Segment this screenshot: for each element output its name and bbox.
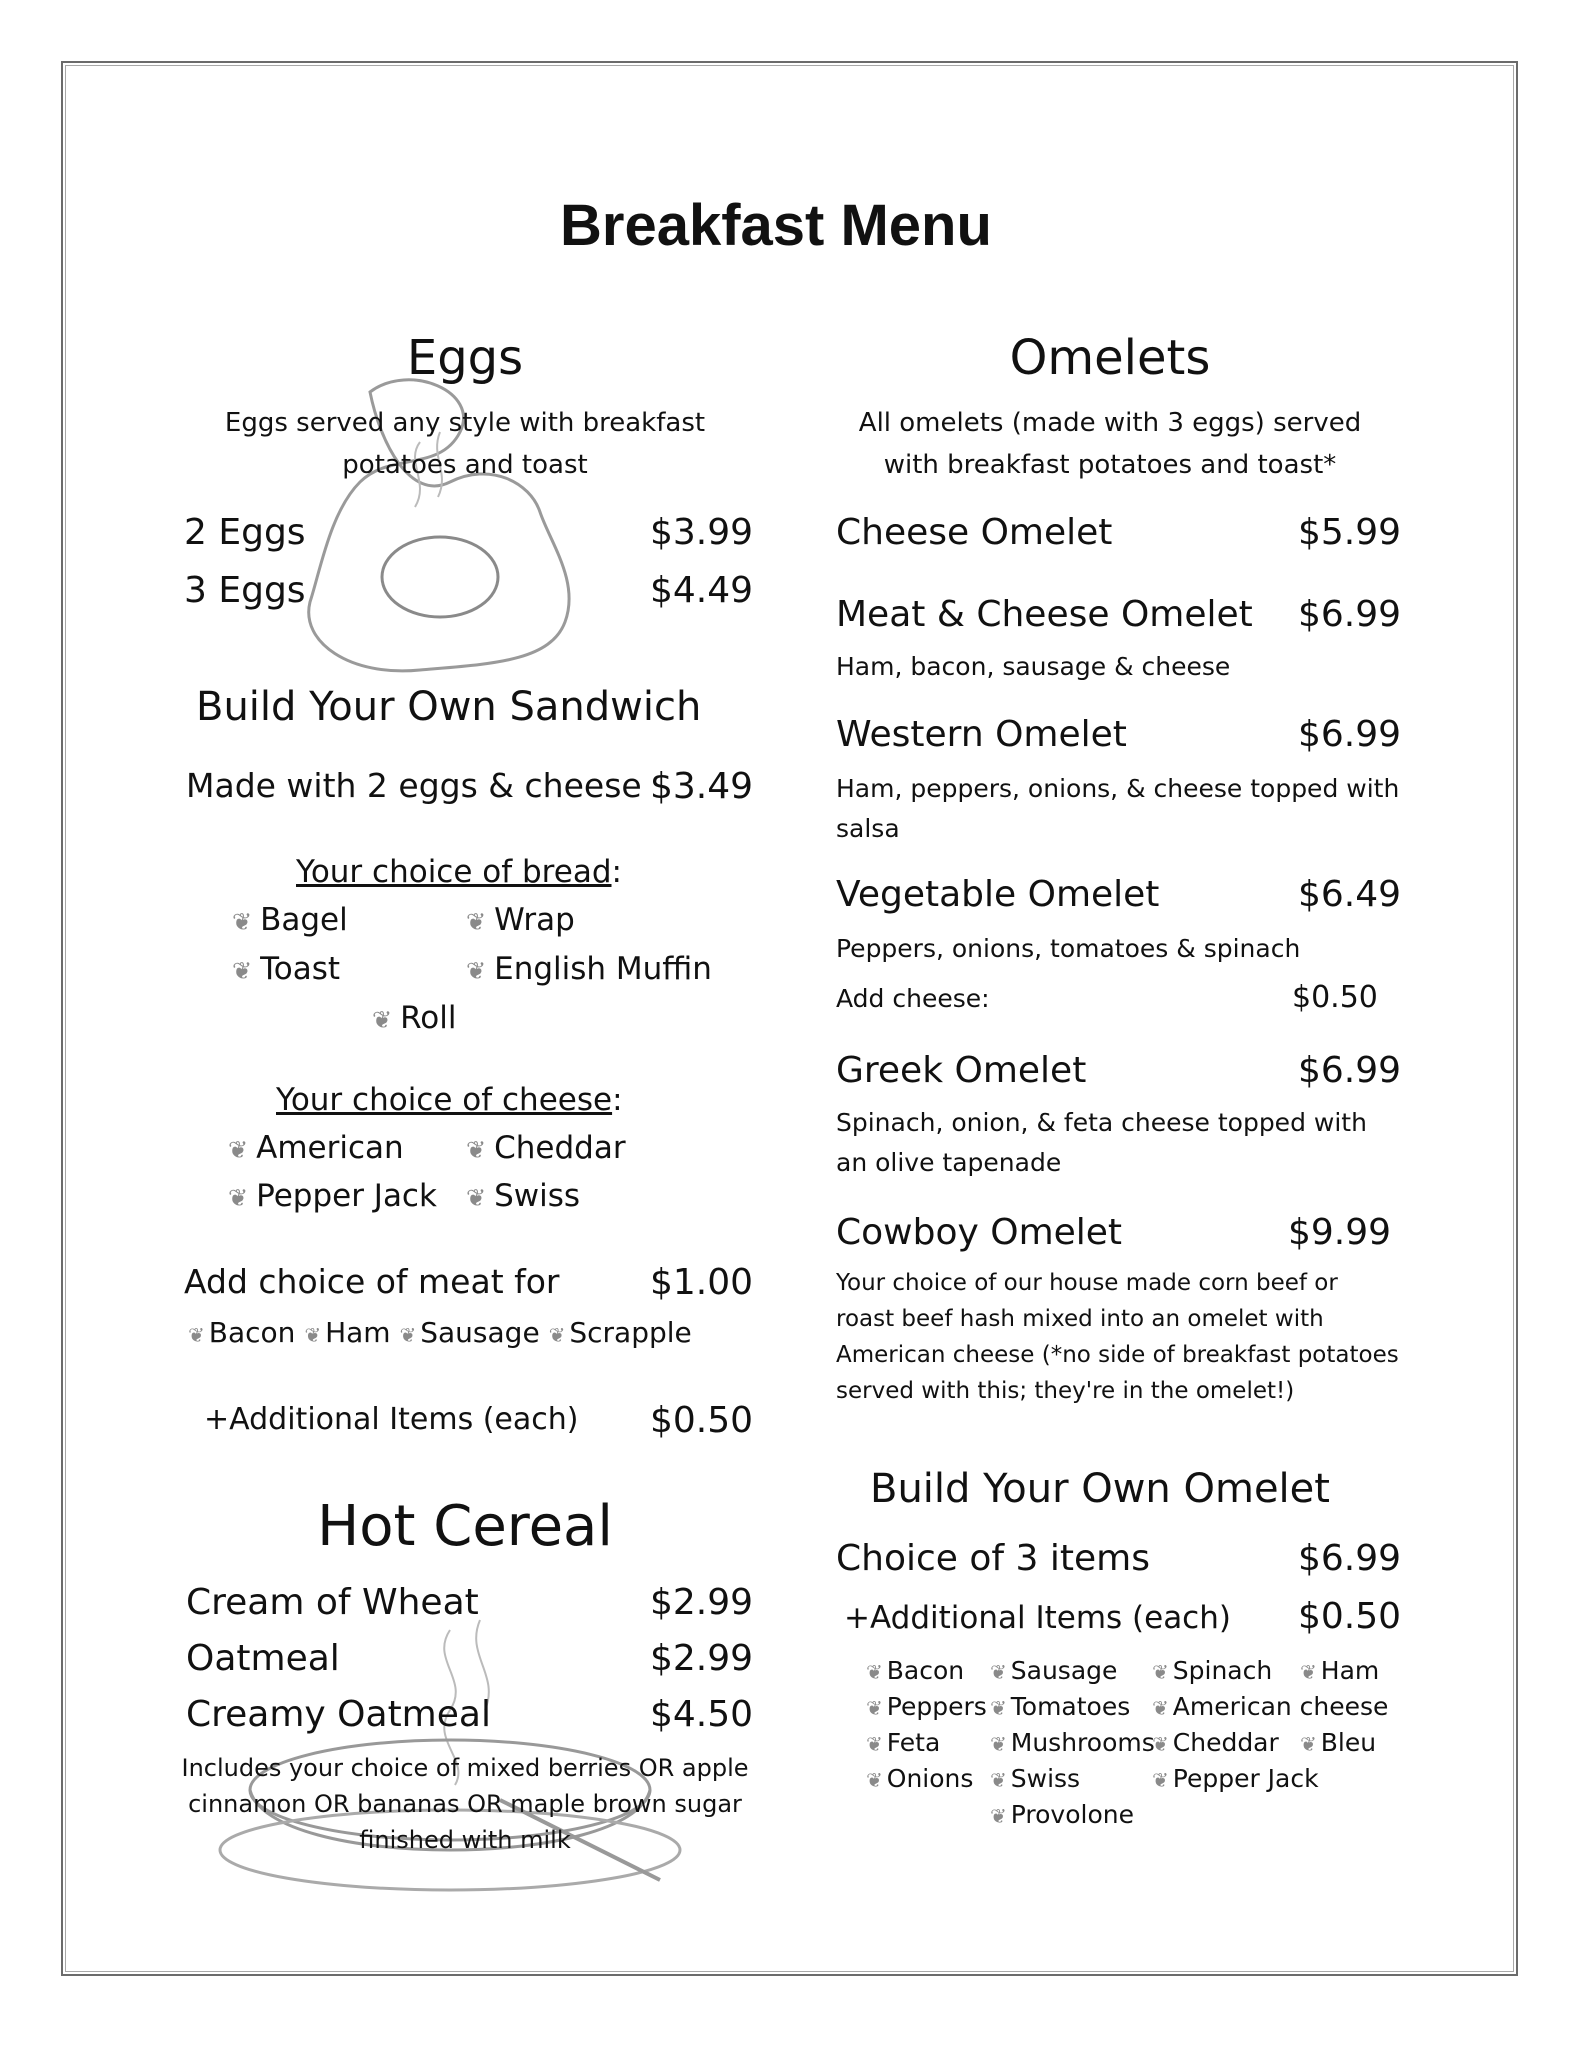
bread-option: ❦ Bagel [232, 902, 348, 938]
leaf-bullet-icon: ❦ [232, 957, 253, 985]
omelet-item-desc: Peppers, onions, tomatoes & spinach [836, 934, 1301, 963]
omelet-option: ❦ Peppers [866, 1692, 987, 1721]
leaf-bullet-icon: ❦ [990, 1660, 1007, 1684]
omelet-item-price: $9.99 [1288, 1212, 1392, 1253]
meat-addon-price: $1.00 [650, 1262, 754, 1303]
bread-option: ❦ English Muffin [466, 951, 712, 987]
leaf-bullet-icon: ❦ [466, 957, 487, 985]
eggs-heading: Eggs [406, 330, 524, 386]
leaf-bullet-icon: ❦ [866, 1696, 883, 1720]
omelet-item-desc: an olive tapenade [836, 1148, 1062, 1177]
cereal-item-price: $4.50 [650, 1694, 754, 1735]
omelet-option: ❦ Pepper Jack [1152, 1764, 1319, 1793]
leaf-bullet-icon: ❦ [1152, 1660, 1169, 1684]
cheese-heading-text: Your choice of cheese [276, 1082, 613, 1118]
omelet-item-name: Vegetable Omelet [836, 874, 1160, 915]
omelet-item-name: Cowboy Omelet [836, 1212, 1123, 1253]
omelet-option: ❦ Sausage [990, 1656, 1118, 1685]
cereal-note-line1: Includes your choice of mixed berries OR apple [181, 1754, 749, 1782]
omelet-item-name: Western Omelet [836, 714, 1127, 755]
build-omelet-heading: Build Your Own Omelet [870, 1466, 1330, 1512]
eggs-item-name: 2 Eggs [184, 512, 306, 553]
leaf-bullet-icon: ❦ [990, 1804, 1007, 1828]
eggs-item-price: $3.99 [650, 512, 754, 553]
omelet-item-desc: served with this; they're in the omelet!) [836, 1378, 1295, 1404]
eggs-item-name: 3 Eggs [184, 570, 306, 611]
omelet-item-price: $6.49 [1298, 874, 1402, 915]
leaf-bullet-icon: ❦ [990, 1768, 1007, 1792]
omelet-option: ❦ Tomatoes [990, 1692, 1131, 1721]
cereal-item-price: $2.99 [650, 1638, 754, 1679]
leaf-bullet-icon: ❦ [466, 1136, 487, 1164]
omelets-desc-line1: All omelets (made with 3 eggs) served [858, 408, 1362, 438]
cereal-heading: Hot Cereal [317, 1494, 613, 1559]
leaf-bullet-icon: ❦ [232, 908, 253, 936]
leaf-bullet-icon: ❦ [990, 1696, 1007, 1720]
omelet-item-desc: roast beef hash mixed into an omelet with [836, 1306, 1324, 1332]
leaf-bullet-icon: ❦ [372, 1006, 393, 1034]
bread-option: ❦ Toast [232, 951, 341, 987]
omelet-item-desc: Ham, bacon, sausage & cheese [836, 652, 1231, 681]
omelet-item-price: $6.99 [1298, 714, 1402, 755]
leaf-bullet-icon: ❦ [188, 1323, 205, 1347]
sandwich-base-price: $3.49 [650, 766, 754, 807]
leaf-bullet-icon: ❦ [1300, 1660, 1317, 1684]
omelet-option: ❦ Swiss [990, 1764, 1081, 1793]
cheese-option: ❦ American [228, 1130, 404, 1166]
leaf-bullet-icon: ❦ [228, 1136, 249, 1164]
sandwich-base-name: Made with 2 eggs & cheese [186, 766, 642, 805]
cereal-note-line3: finished with milk [359, 1826, 571, 1854]
build-omelet-additional-name: +Additional Items (each) [844, 1600, 1231, 1636]
omelets-desc-line2: with breakfast potatoes and toast* [883, 450, 1337, 480]
eggs-item-price: $4.49 [650, 570, 754, 611]
leaf-bullet-icon: ❦ [228, 1184, 249, 1212]
eggs-desc-line2: potatoes and toast [342, 450, 588, 480]
omelet-item-desc: Ham, peppers, onions, & cheese topped with [836, 774, 1400, 803]
cheese-heading: Your choice of cheese: [276, 1082, 623, 1118]
sandwich-heading: Build Your Own Sandwich [196, 684, 702, 730]
omelet-option: ❦ Feta [866, 1728, 941, 1757]
cereal-item-price: $2.99 [650, 1582, 754, 1623]
omelet-item-desc: Your choice of our house made corn beef or [836, 1270, 1338, 1296]
omelet-item-name: Meat & Cheese Omelet [836, 594, 1253, 635]
omelet-option: ❦ Mushrooms [990, 1728, 1155, 1757]
leaf-bullet-icon: ❦ [866, 1768, 883, 1792]
bread-option: ❦ Wrap [466, 902, 575, 938]
omelets-heading: Omelets [1009, 330, 1211, 386]
omelet-option: ❦ Ham [1300, 1656, 1380, 1685]
omelet-item-price: $6.99 [1298, 1050, 1402, 1091]
sandwich-additional-price: $0.50 [650, 1400, 754, 1441]
build-omelet-additional-price: $0.50 [1298, 1596, 1402, 1637]
omelet-item-name: Greek Omelet [836, 1050, 1087, 1091]
omelet-addon-name: Add cheese: [836, 984, 990, 1013]
leaf-bullet-icon: ❦ [990, 1732, 1007, 1756]
meat-addon-name: Add choice of meat for [184, 1262, 560, 1301]
leaf-bullet-icon: ❦ [304, 1323, 322, 1347]
build-omelet-base-price: $6.99 [1298, 1538, 1402, 1579]
leaf-bullet-icon: ❦ [1152, 1732, 1169, 1756]
cereal-note-line2: cinnamon OR bananas OR maple brown sugar [188, 1790, 742, 1818]
cereal-item-name: Cream of Wheat [186, 1582, 479, 1623]
bread-heading-text: Your choice of bread [296, 854, 612, 890]
leaf-bullet-icon: ❦ [1152, 1696, 1169, 1720]
eggs-desc-line1: Eggs served any style with breakfast [224, 408, 706, 438]
omelet-option: ❦ Bleu [1300, 1728, 1377, 1757]
omelet-option: ❦ Spinach [1152, 1656, 1273, 1685]
omelet-item-desc: American cheese (*no side of breakfast potatoes [836, 1342, 1399, 1368]
page-title: Breakfast Menu [560, 193, 992, 258]
sandwich-additional-name: +Additional Items (each) [204, 1402, 579, 1437]
leaf-bullet-icon: ❦ [466, 908, 487, 936]
bread-option: ❦ Roll [372, 1000, 457, 1036]
omelet-addon-price: $0.50 [1292, 980, 1378, 1015]
cheese-option: ❦ Cheddar [466, 1130, 626, 1166]
omelet-option: ❦ Cheddar [1152, 1728, 1279, 1757]
cheese-option: ❦ Swiss [466, 1178, 581, 1214]
cereal-item-name: Creamy Oatmeal [186, 1694, 491, 1735]
omelet-option: ❦ Provolone [990, 1800, 1134, 1829]
omelet-item-price: $5.99 [1298, 512, 1402, 553]
cheese-option: ❦ Pepper Jack [228, 1178, 437, 1214]
leaf-bullet-icon: ❦ [866, 1732, 883, 1756]
leaf-bullet-icon: ❦ [1300, 1732, 1317, 1756]
omelet-option: ❦ American cheese [1152, 1692, 1389, 1721]
build-omelet-base-name: Choice of 3 items [836, 1538, 1150, 1579]
leaf-bullet-icon: ❦ [1152, 1768, 1169, 1792]
leaf-bullet-icon: ❦ [399, 1323, 417, 1347]
omelet-item-desc: Spinach, onion, & feta cheese topped with [836, 1108, 1367, 1137]
bread-heading: Your choice of bread: [296, 854, 622, 890]
omelet-item-desc: salsa [836, 814, 900, 843]
leaf-bullet-icon: ❦ [866, 1660, 883, 1684]
meat-options: ❦ Bacon ❦ Ham ❦ Sausage ❦ Scrapple [188, 1316, 692, 1349]
omelet-item-price: $6.99 [1298, 594, 1402, 635]
leaf-bullet-icon: ❦ [466, 1184, 487, 1212]
omelet-item-name: Cheese Omelet [836, 512, 1113, 553]
cereal-item-name: Oatmeal [186, 1638, 340, 1679]
omelet-option: ❦ Bacon [866, 1656, 965, 1685]
omelet-option: ❦ Onions [866, 1764, 974, 1793]
leaf-bullet-icon: ❦ [548, 1323, 566, 1347]
